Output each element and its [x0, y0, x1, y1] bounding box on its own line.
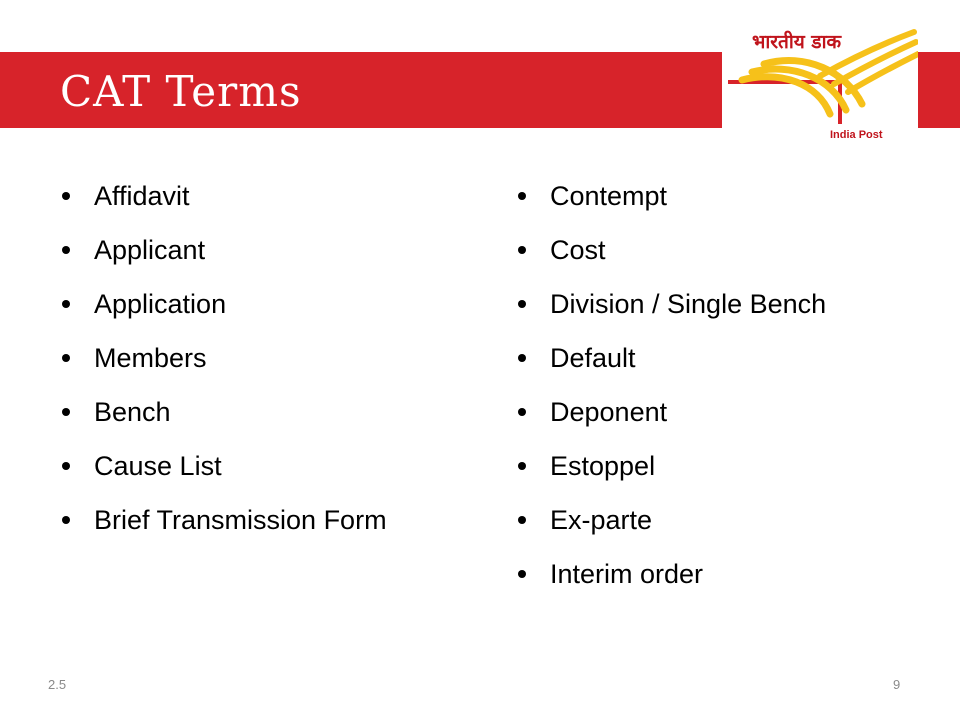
- india-post-logo: [722, 22, 918, 148]
- list-item: Default: [516, 331, 826, 385]
- list-item: Interim order: [516, 547, 826, 601]
- list-item: Deponent: [516, 385, 826, 439]
- list-item: Affidavit: [60, 169, 387, 223]
- section-number: 2.5: [48, 677, 67, 692]
- logo-hindi-text: भारतीय डाक: [752, 31, 842, 53]
- list-item: Cost: [516, 223, 826, 277]
- list-item: Cause List: [60, 439, 387, 493]
- list-item: Application: [60, 277, 387, 331]
- list-item: Contempt: [516, 169, 826, 223]
- list-item: Division / Single Bench: [516, 277, 826, 331]
- list-item: Estoppel: [516, 439, 826, 493]
- list-item: Brief Transmission Form: [60, 493, 387, 547]
- slide-title: CAT Terms: [60, 67, 302, 116]
- terms-list-left: [60, 169, 387, 547]
- list-item: Bench: [60, 385, 387, 439]
- logo-english-text: India Post: [830, 129, 883, 141]
- page-number: 9: [893, 677, 901, 692]
- terms-list-right: [516, 169, 826, 601]
- list-item: Ex-parte: [516, 493, 826, 547]
- list-item: Members: [60, 331, 387, 385]
- list-item: Applicant: [60, 223, 387, 277]
